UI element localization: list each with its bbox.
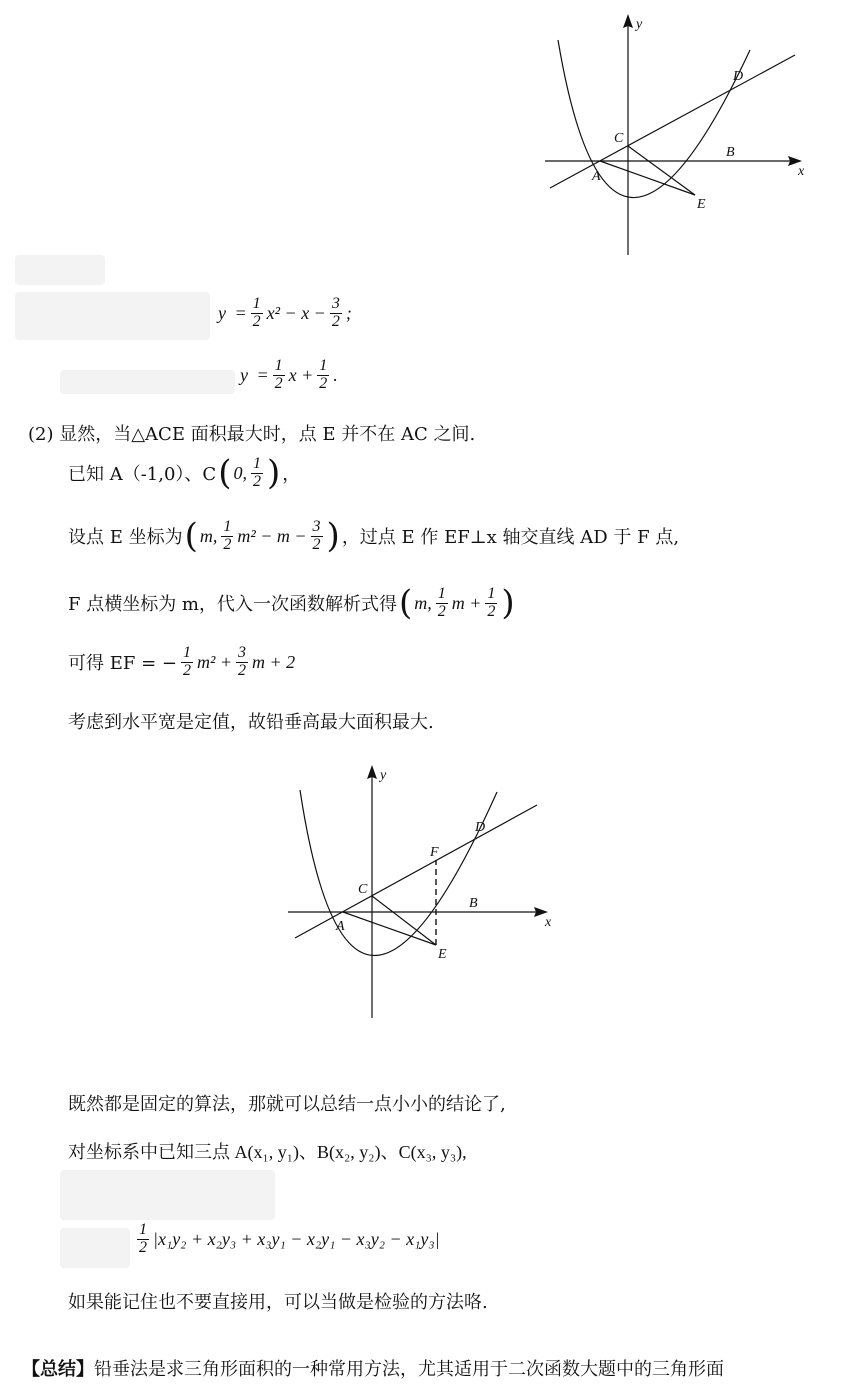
parabola [300,790,497,956]
equation-parabola: y = $\frac{1}{2}$ x² − x − $\frac{3}{2}$ ; [218,295,352,330]
label-D: D [733,69,744,84]
conclusion-tag: 【总结】 [22,1359,94,1380]
segment-AE [600,161,695,195]
obscured-block-5 [60,1228,130,1268]
area-formula: $\frac{1}{2}$ |x₁y₂ + x₂y₃ + x₃y₁ − x₂y₁ − x₃y₂ − x₁y₃| [139,1221,440,1256]
conclusion-sentence: 考虑到水平宽是定值，故铅垂高最大面积最大. [68,712,434,733]
line-AD [295,805,537,938]
label-B: B [726,145,735,160]
EF-expression: 可得 EF = − $\frac{1}{2}$ m² + $\frac{3}{2}$ m + 2 [68,644,296,679]
label-C: C [358,882,368,897]
known-points: 已知 A（-1,0）、C ( 0, $\frac{1}{2}$ ) ， [68,453,301,493]
line-AD [550,55,795,188]
point-F-coords: F 点横坐标为 m，代入一次函数解析式得 ( m, $\frac{1}{2}$ m + $\frac{1}{2}$ ) [68,583,515,623]
conclusion-text: 铅垂法是求三角形面积的一种常用方法，尤其适用于二次函数大题中的三角形面 [94,1359,724,1380]
obscured-block-4 [60,1170,275,1220]
summary-line-2: 对坐标系中已知三点 A(x₁, y₁)、B(x₂, y₂)、C(x₃, y₃), [68,1142,467,1162]
figure-2-graph [285,760,560,1025]
label-E: E [697,197,706,212]
obscured-block-3 [60,370,235,394]
summary-line-3: 如果能记住也不要直接用，可以当做是检验的方法咯. [68,1292,488,1313]
label-A: A [592,169,601,184]
y-axis-arrow-icon [367,765,377,779]
point-E-coords: 设点 E 坐标为 ( m, $\frac{1}{2}$ m² − m − $\frac{3}{2}$ ) ，过点 E 作 EF⊥x 轴交直线 AD 于 F 点, [68,516,680,556]
label-E: E [438,947,447,962]
equation-line: y = $\frac{1}{2}$ x + $\frac{1}{2}$ . [240,357,338,392]
obscured-block-1 [15,255,105,285]
label-A: A [336,919,345,934]
part2-intro: (2) 显然，当△ACE 面积最大时，点 E 并不在 AC 之间. [28,424,476,445]
label-D: D [475,820,486,835]
segment-CE [628,146,695,195]
obscured-block-2 [15,292,210,340]
summary-line-1: 既然都是固定的算法，那就可以总结一点小小的结论了, [68,1094,506,1115]
conclusion-paragraph [22,1355,724,1381]
label-F: F [430,845,439,860]
segment-AE [343,912,436,945]
segment-CE [372,896,436,945]
label-B: B [469,896,478,911]
label-y: y [380,768,387,783]
label-x: x [545,915,552,930]
label-y: y [636,17,643,32]
y-axis-arrow-icon [623,14,633,28]
figure-1-graph [540,10,815,260]
label-C: C [614,131,624,146]
parabola [558,40,750,198]
label-x: x [798,164,805,179]
